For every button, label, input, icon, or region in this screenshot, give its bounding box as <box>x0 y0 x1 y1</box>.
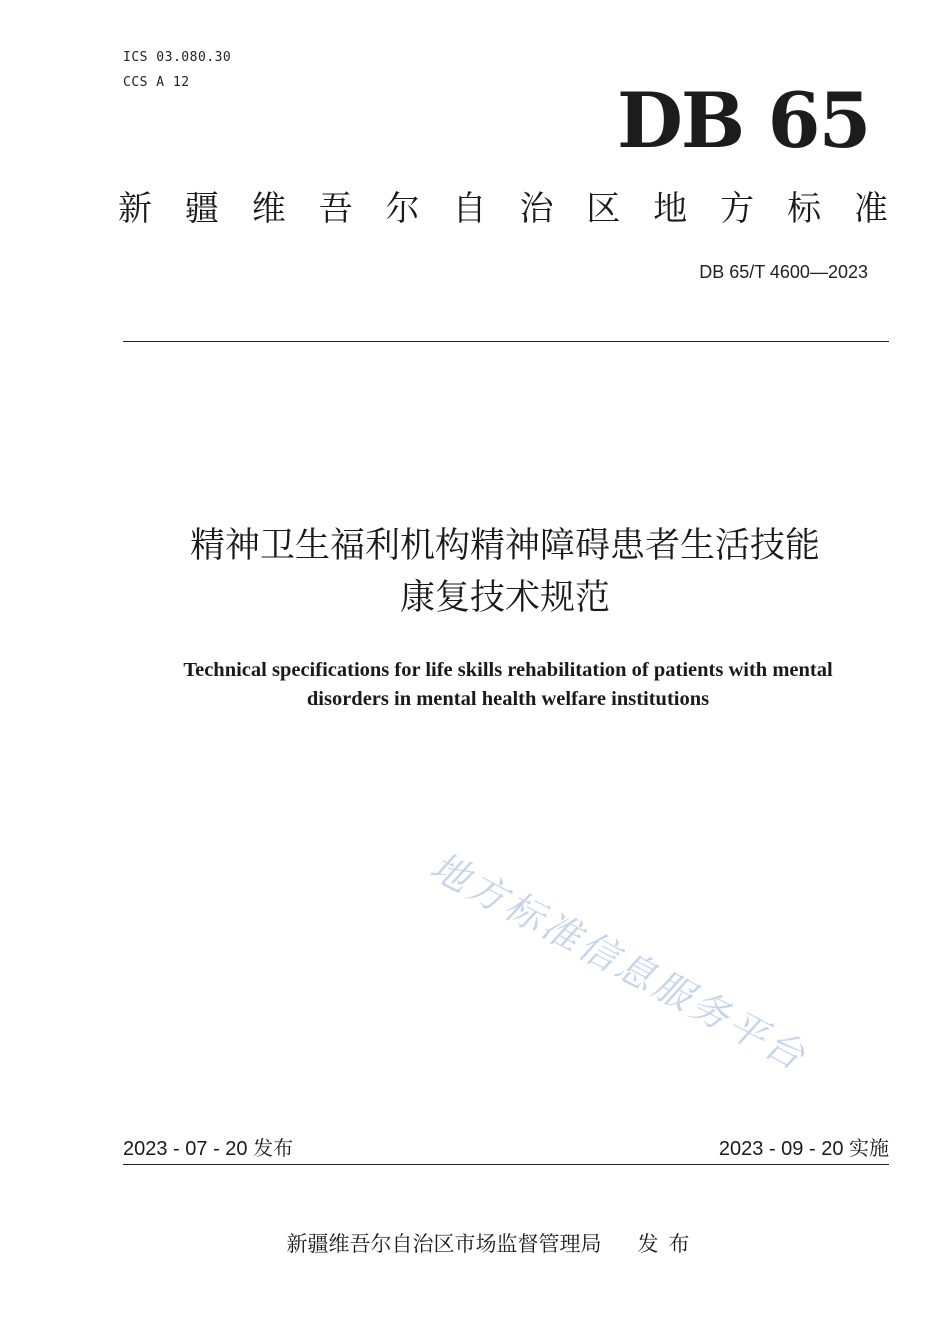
category-char: 方 <box>720 189 755 229</box>
implementation-date: 2023 - 09 - 20 实施 <box>718 1138 889 1160</box>
category-char: 区 <box>586 189 621 229</box>
standard-number: DB 65/T 4600—2023 <box>699 262 868 282</box>
footer-divider <box>123 1164 889 1165</box>
ccs-code: CCS A 12 <box>123 75 190 90</box>
issue-date: 2023 - 07 - 20 发布 <box>123 1138 294 1160</box>
category-char: 地 <box>653 189 688 229</box>
publisher-name: 新疆维吾尔自治区市场监督管理局 <box>286 1232 602 1256</box>
header-divider <box>123 341 889 342</box>
db-logo-mark: DB 65 <box>617 76 870 165</box>
watermark: 地方标准信息服务平台 <box>423 843 815 1080</box>
category-char: 吾 <box>318 189 353 229</box>
english-title-line-1: Technical specifications for life skills rehabilitation of patients with mental <box>183 659 833 681</box>
english-title-line-2: disorders in mental health welfare institutions <box>306 688 710 710</box>
category-char: 治 <box>519 189 554 229</box>
english-title <box>120 656 896 714</box>
chinese-title <box>100 520 910 624</box>
category-char: 自 <box>452 189 487 229</box>
standard-category <box>118 186 888 232</box>
category-char: 标 <box>787 189 822 229</box>
chinese-title-line-2: 康复技术规范 <box>399 578 610 618</box>
publisher-line <box>0 1228 950 1258</box>
ics-code: ICS 03.080.30 <box>123 50 232 65</box>
category-char: 尔 <box>385 189 420 229</box>
chinese-title-line-1: 精神卫生福利机构精神障碍患者生活技能 <box>189 526 820 566</box>
category-char: 维 <box>251 189 286 229</box>
category-char: 新 <box>118 189 152 229</box>
publish-action: 发布 <box>637 1232 700 1256</box>
category-char: 疆 <box>184 189 219 229</box>
category-char: 准 <box>853 189 888 229</box>
